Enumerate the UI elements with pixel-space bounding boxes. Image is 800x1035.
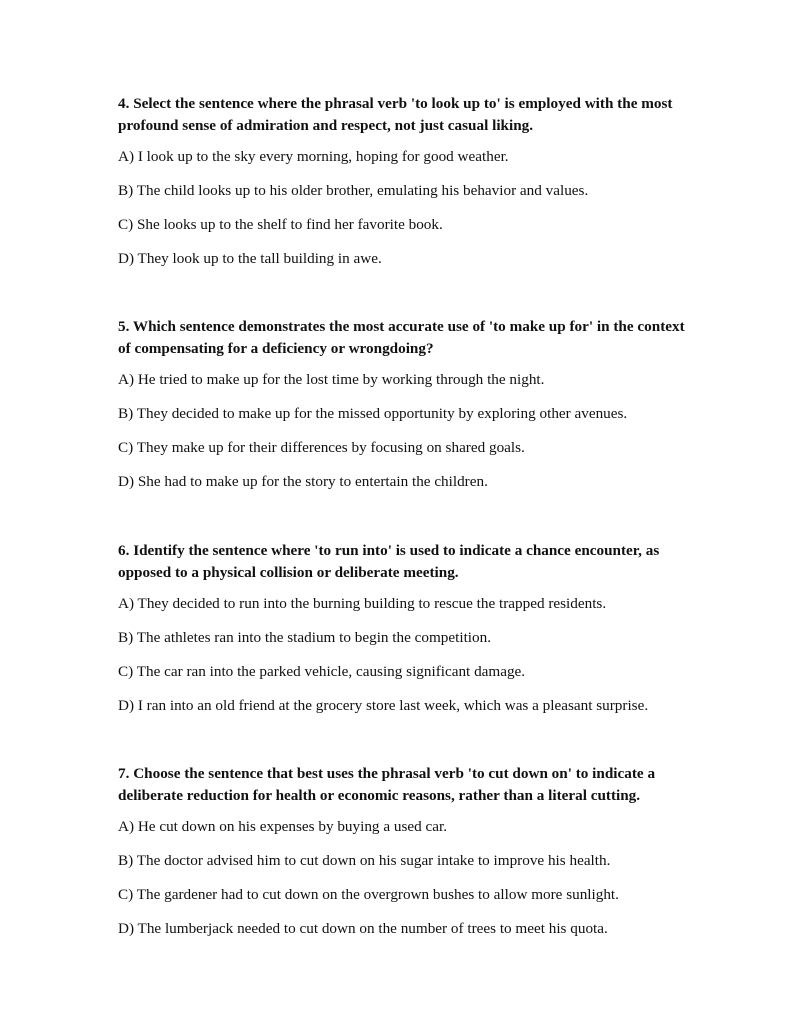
answer-option-d: D) She had to make up for the story to entertain the children. — [118, 473, 488, 490]
answer-option-b: B) They decided to make up for the missed opportunity by exploring other avenues. — [118, 405, 628, 422]
answer-option-d: D) They look up to the tall building in awe. — [118, 250, 382, 267]
answer-option-c: C) They make up for their differences by focusing on shared goals. — [118, 439, 525, 456]
answer-option-d: D) The lumberjack needed to cut down on the number of trees to meet his quota. — [118, 920, 608, 937]
question-text: 7. Choose the sentence that best uses the phrasal verb 'to cut down on' to indicate a deliberate reduction for health or economic reasons, rather than a literal cutting. — [118, 765, 656, 804]
question-text: 5. Which sentence demonstrates the most accurate use of 'to make up for' in the context of compensating for a deficiency or wrongdoing? — [118, 318, 685, 357]
answer-option-a: A) He cut down on his expenses by buying a used car. — [118, 818, 447, 835]
question-text: 6. Identify the sentence where 'to run into' is used to indicate a chance encounter, as opposed to a physical collision or deliberate meeting. — [118, 542, 660, 581]
answer-option-b: B) The doctor advised him to cut down on his sugar intake to improve his health. — [118, 852, 611, 869]
question-6 — [118, 540, 698, 730]
question-7 — [118, 763, 698, 953]
answer-option-c: C) The gardener had to cut down on the overgrown bushes to allow more sunlight. — [118, 886, 619, 903]
answer-option-b: B) The child looks up to his older brother, emulating his behavior and values. — [118, 182, 589, 199]
answer-option-d: D) I ran into an old friend at the grocery store last week, which was a pleasant surprise. — [118, 697, 649, 714]
question-4 — [118, 93, 698, 283]
answer-option-a: A) He tried to make up for the lost time by working through the night. — [118, 371, 545, 388]
answer-option-c: C) The car ran into the parked vehicle, causing significant damage. — [118, 663, 526, 680]
answer-option-a: A) They decided to run into the burning building to rescue the trapped residents. — [118, 595, 607, 612]
question-5 — [118, 316, 698, 506]
answer-option-a: A) I look up to the sky every morning, hoping for good weather. — [118, 148, 509, 165]
answer-option-b: B) The athletes ran into the stadium to begin the competition. — [118, 629, 491, 646]
question-text: 4. Select the sentence where the phrasal verb 'to look up to' is employed with the most profound sense of admiration and respect, not just casual liking. — [118, 95, 673, 134]
answer-option-c: C) She looks up to the shelf to find her favorite book. — [118, 216, 443, 233]
